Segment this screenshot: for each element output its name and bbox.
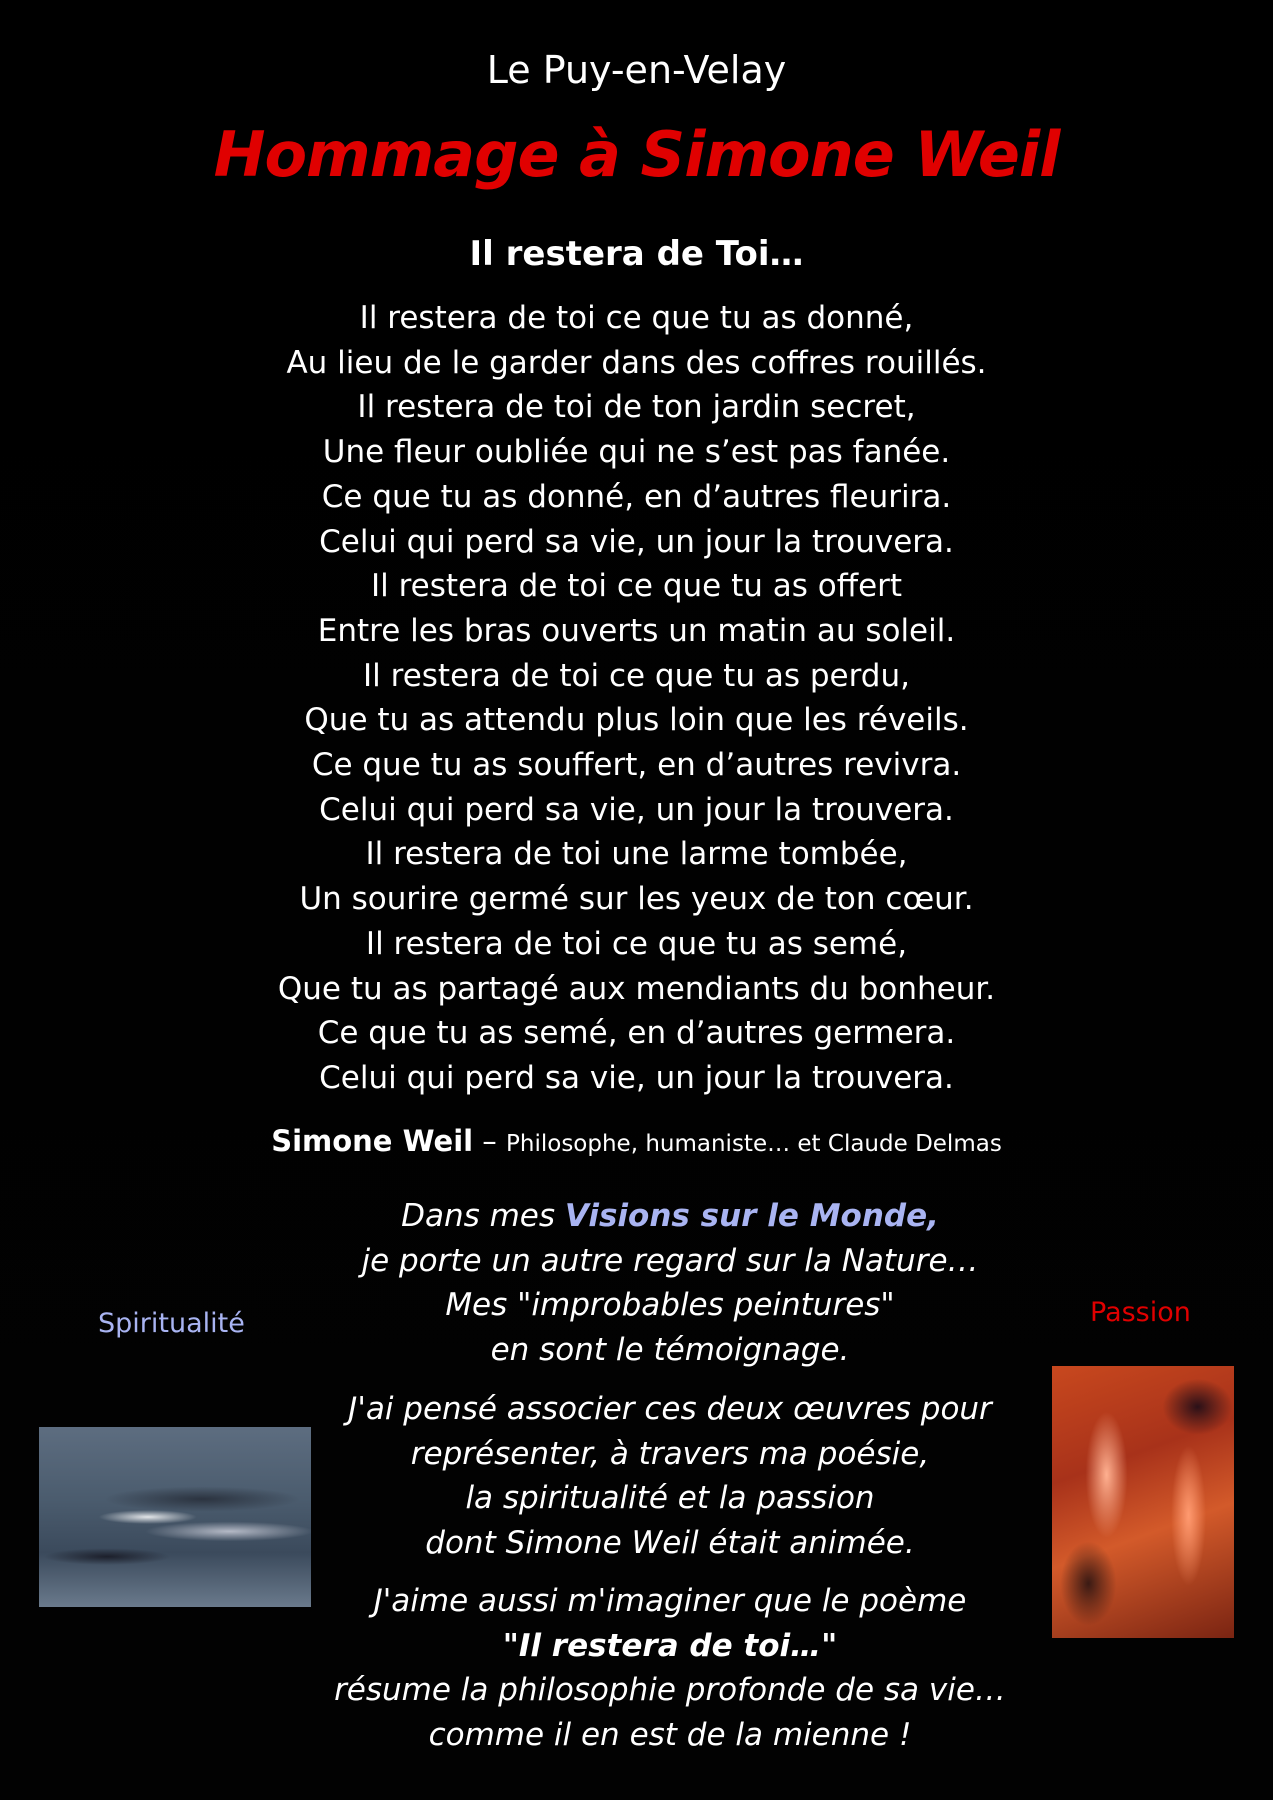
- commentary-paragraph-2: [330, 1387, 1010, 1565]
- spirituality-painting[interactable]: [39, 1427, 311, 1607]
- visions-link[interactable]: Visions sur le Monde,: [564, 1198, 939, 1234]
- poem-line: Une fleur oubliée qui ne s’est pas fanée.: [322, 434, 951, 471]
- poem-line: Il restera de toi ce que tu as offert: [370, 568, 903, 605]
- place-heading: Le Puy-en-Velay: [486, 48, 787, 92]
- poem-line: Ce que tu as donné, en d’autres fleurira.: [321, 478, 952, 515]
- poem-line: Celui qui perd sa vie, un jour la trouvera.: [319, 791, 954, 828]
- passion-painting[interactable]: [1052, 1366, 1234, 1638]
- poem-line: Au lieu de le garder dans des coffres rouillés.: [286, 344, 987, 381]
- poem-title: Il restera de Toi…: [469, 234, 804, 274]
- signature-dash: –: [473, 1124, 507, 1158]
- poem-reference: "Il restera de toi…": [502, 1627, 838, 1664]
- commentary-text: dont Simone Weil était animée.: [425, 1524, 915, 1561]
- poem-line: Il restera de toi ce que tu as donné,: [359, 300, 914, 336]
- poem-line: Il restera de toi de ton jardin secret,: [357, 389, 916, 426]
- commentary-text: la spiritualité et la passion: [465, 1480, 875, 1516]
- commentary-text: je porte un autre regard sur la Nature…: [361, 1242, 979, 1279]
- commentary-text: représenter, à travers ma poésie,: [410, 1435, 930, 1472]
- commentary-text: comme il en est de la mienne !: [428, 1716, 912, 1753]
- commentary-paragraph-1: [330, 1194, 1010, 1372]
- poem-line: Que tu as attendu plus loin que les réveils.: [304, 702, 969, 739]
- passion-label: Passion: [1090, 1297, 1191, 1328]
- poem-line: Ce que tu as semé, en d’autres germera.: [317, 1015, 956, 1052]
- commentary-paragraph-3: [330, 1579, 1010, 1757]
- signature-name: Simone Weil: [271, 1124, 474, 1158]
- poem-line: Ce que tu as souffert, en d’autres revivra.: [311, 747, 962, 784]
- poem-line: Il restera de toi une larme tombée,: [365, 836, 908, 873]
- poem-signature: [0, 1124, 1273, 1158]
- commentary-text: Dans mes: [401, 1198, 565, 1234]
- commentary-text: J'ai pensé associer ces deux œuvres pour: [348, 1391, 992, 1427]
- poem-line: Celui qui perd sa vie, un jour la trouvera.: [319, 1059, 954, 1096]
- commentary-text: J'aime aussi m'imaginer que le poème: [373, 1583, 967, 1619]
- poem-line: Il restera de toi ce que tu as perdu,: [363, 657, 910, 694]
- commentary-text: Mes "improbables peintures": [445, 1287, 895, 1323]
- page-title: Hommage à Simone Weil: [213, 118, 1060, 191]
- spirituality-label: Spiritualité: [98, 1308, 245, 1339]
- poem-line: Entre les bras ouverts un matin au soleil.: [317, 612, 956, 649]
- poem-line: Un sourire germé sur les yeux de ton cœur.: [299, 881, 974, 918]
- commentary-text: en sont le témoignage.: [490, 1331, 850, 1368]
- poem-line: Celui qui perd sa vie, un jour la trouvera.: [319, 523, 954, 560]
- commentary-text: résume la philosophie profonde de sa vie…: [334, 1672, 1006, 1708]
- signature-role: Philosophe, humaniste… et Claude Delmas: [506, 1131, 1002, 1157]
- poem-line: Que tu as partagé aux mendiants du bonheur.: [277, 970, 996, 1007]
- poem-lines: [0, 296, 1273, 1101]
- poem-line: Il restera de toi ce que tu as semé,: [365, 925, 908, 962]
